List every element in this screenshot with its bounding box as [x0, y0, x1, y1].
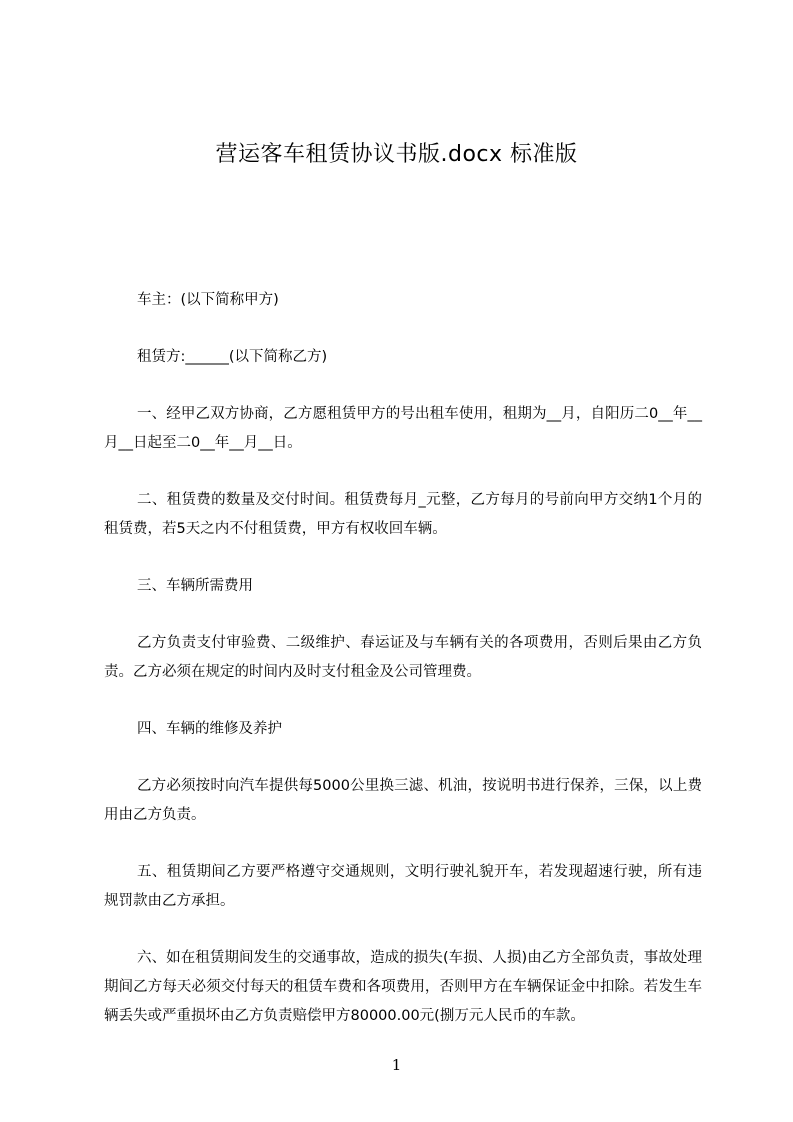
- paragraph-clause-3-heading: 三、车辆所需费用: [137, 578, 253, 594]
- paragraph-clause-4-body: 乙方必须按时向汽车提供每5000公里换三滤、机油，按说明书进行保养，三保，以上费用由乙方负责。: [104, 778, 702, 823]
- paragraph-lessee: 租赁方:______(以下简称乙方): [137, 349, 328, 365]
- paragraph-clause-3-body: 乙方负责支付审验费、二级维护、春运证及与车辆有关的各项费用，否则后果由乙方负责。乙方必须在规定的时间内及时支付租金及公司管理费。: [104, 635, 702, 680]
- page-number: 1: [391, 1056, 402, 1074]
- paragraph-clause-6: 六、如在租赁期间发生的交通事故，造成的损失(车损、人损)由乙方全部负责，事故处理期间乙方每天必须交付每天的租赁车费和各项费用，否则甲方在车辆保证金中扣除。若发生车辆丢失或严重损坏由乙方负责赔偿甲方80000.00元(捌万元人民币的车款。: [104, 950, 702, 1024]
- paragraph-clause-1: 一、经甲乙双方协商，乙方愿租赁甲方的号出租车使用，租期为__月，自阳历二0__年__月__日起至二0__年__月__日。: [104, 406, 702, 451]
- paragraph-clause-5: 五、租赁期间乙方要严格遵守交通规则，文明行驶礼貌开车，若发现超速行驶，所有违规罚款由乙方承担。: [104, 864, 702, 909]
- paragraph-clause-2: 二、租赁费的数量及交付时间。租赁费每月_元整，乙方每月的号前向甲方交纳1个月的租赁费，若5天之内不付租赁费，甲方有权收回车辆。: [104, 492, 702, 537]
- document-body: [104, 286, 702, 1059]
- paragraph-owner: 车主：(以下简称甲方): [137, 292, 279, 308]
- paragraph-clause-4-heading: 四、车辆的维修及养护: [137, 721, 282, 737]
- document-title: 营运客车租赁协议书版.docx 标准版: [215, 142, 578, 167]
